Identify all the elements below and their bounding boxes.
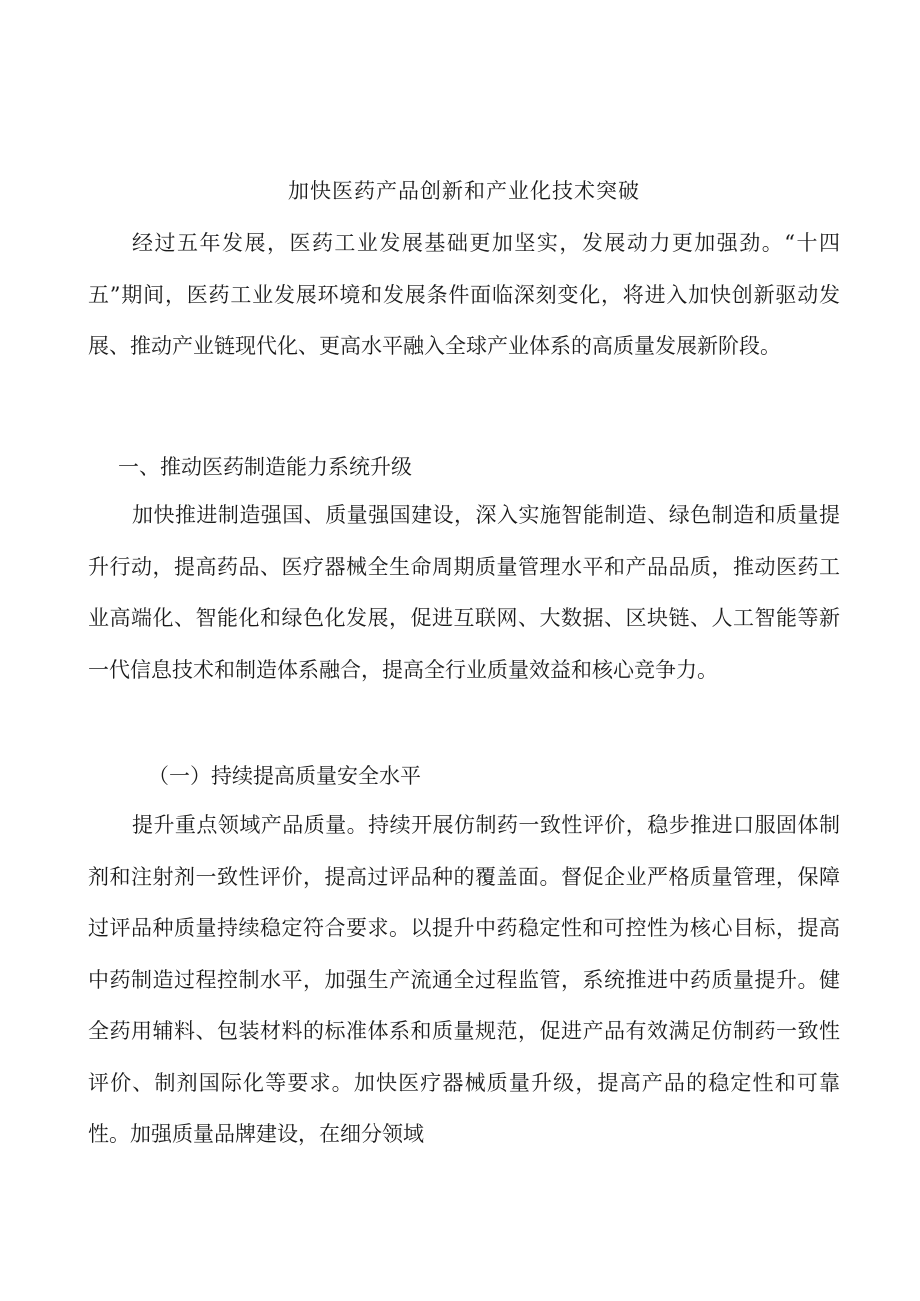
subsection-paragraph: 提升重点领域产品质量。持续开展仿制药一致性评价，稳步推进口服固体制剂和注射剂一致性评价，提高过评品种的覆盖面。督促企业严格质量管理，保障过评品种质量持续稳定符合要求。以提升中药稳定性和可控性为核心目标，提高中药制造过程控制水平，加强生产流通全过程监管，系统推进中药质量提升。健全药用辅料、包装材料的标准体系和质量规范，促进产品有效满足仿制药一致性评价、制剂国际化等要求。加快医疗器械质量升级，提高产品的稳定性和可靠性。加强质量品牌建设，在细分领域 [88, 813, 840, 1146]
intro-paragraph: 经过五年发展，医药工业发展基础更加坚实，发展动力更加强劲。“十四五”期间，医药工业发展环境和发展条件面临深刻变化，将进入加快创新驱动发展、推动产业链现代化、更高水平融入全球产业体系的高质量发展新阶段。 [88, 231, 840, 358]
section-paragraph: 加快推进制造强国、质量强国建设，深入实施智能制造、绿色制造和质量提升行动，提高药品、医疗器械全生命周期质量管理水平和产品品质，推动医药工业高端化、智能化和绿色化发展，促进互联网、大数据、区块链、人工智能等新一代信息技术和制造体系融合，提高全行业质量效益和核心竞争力。 [88, 503, 840, 682]
subsection-heading: （一）持续提高质量安全水平 [148, 764, 421, 788]
document-title: 加快医药产品创新和产业化技术突破 [288, 179, 640, 203]
section-heading: 一、推动医药制造能力系统升级 [118, 455, 412, 479]
